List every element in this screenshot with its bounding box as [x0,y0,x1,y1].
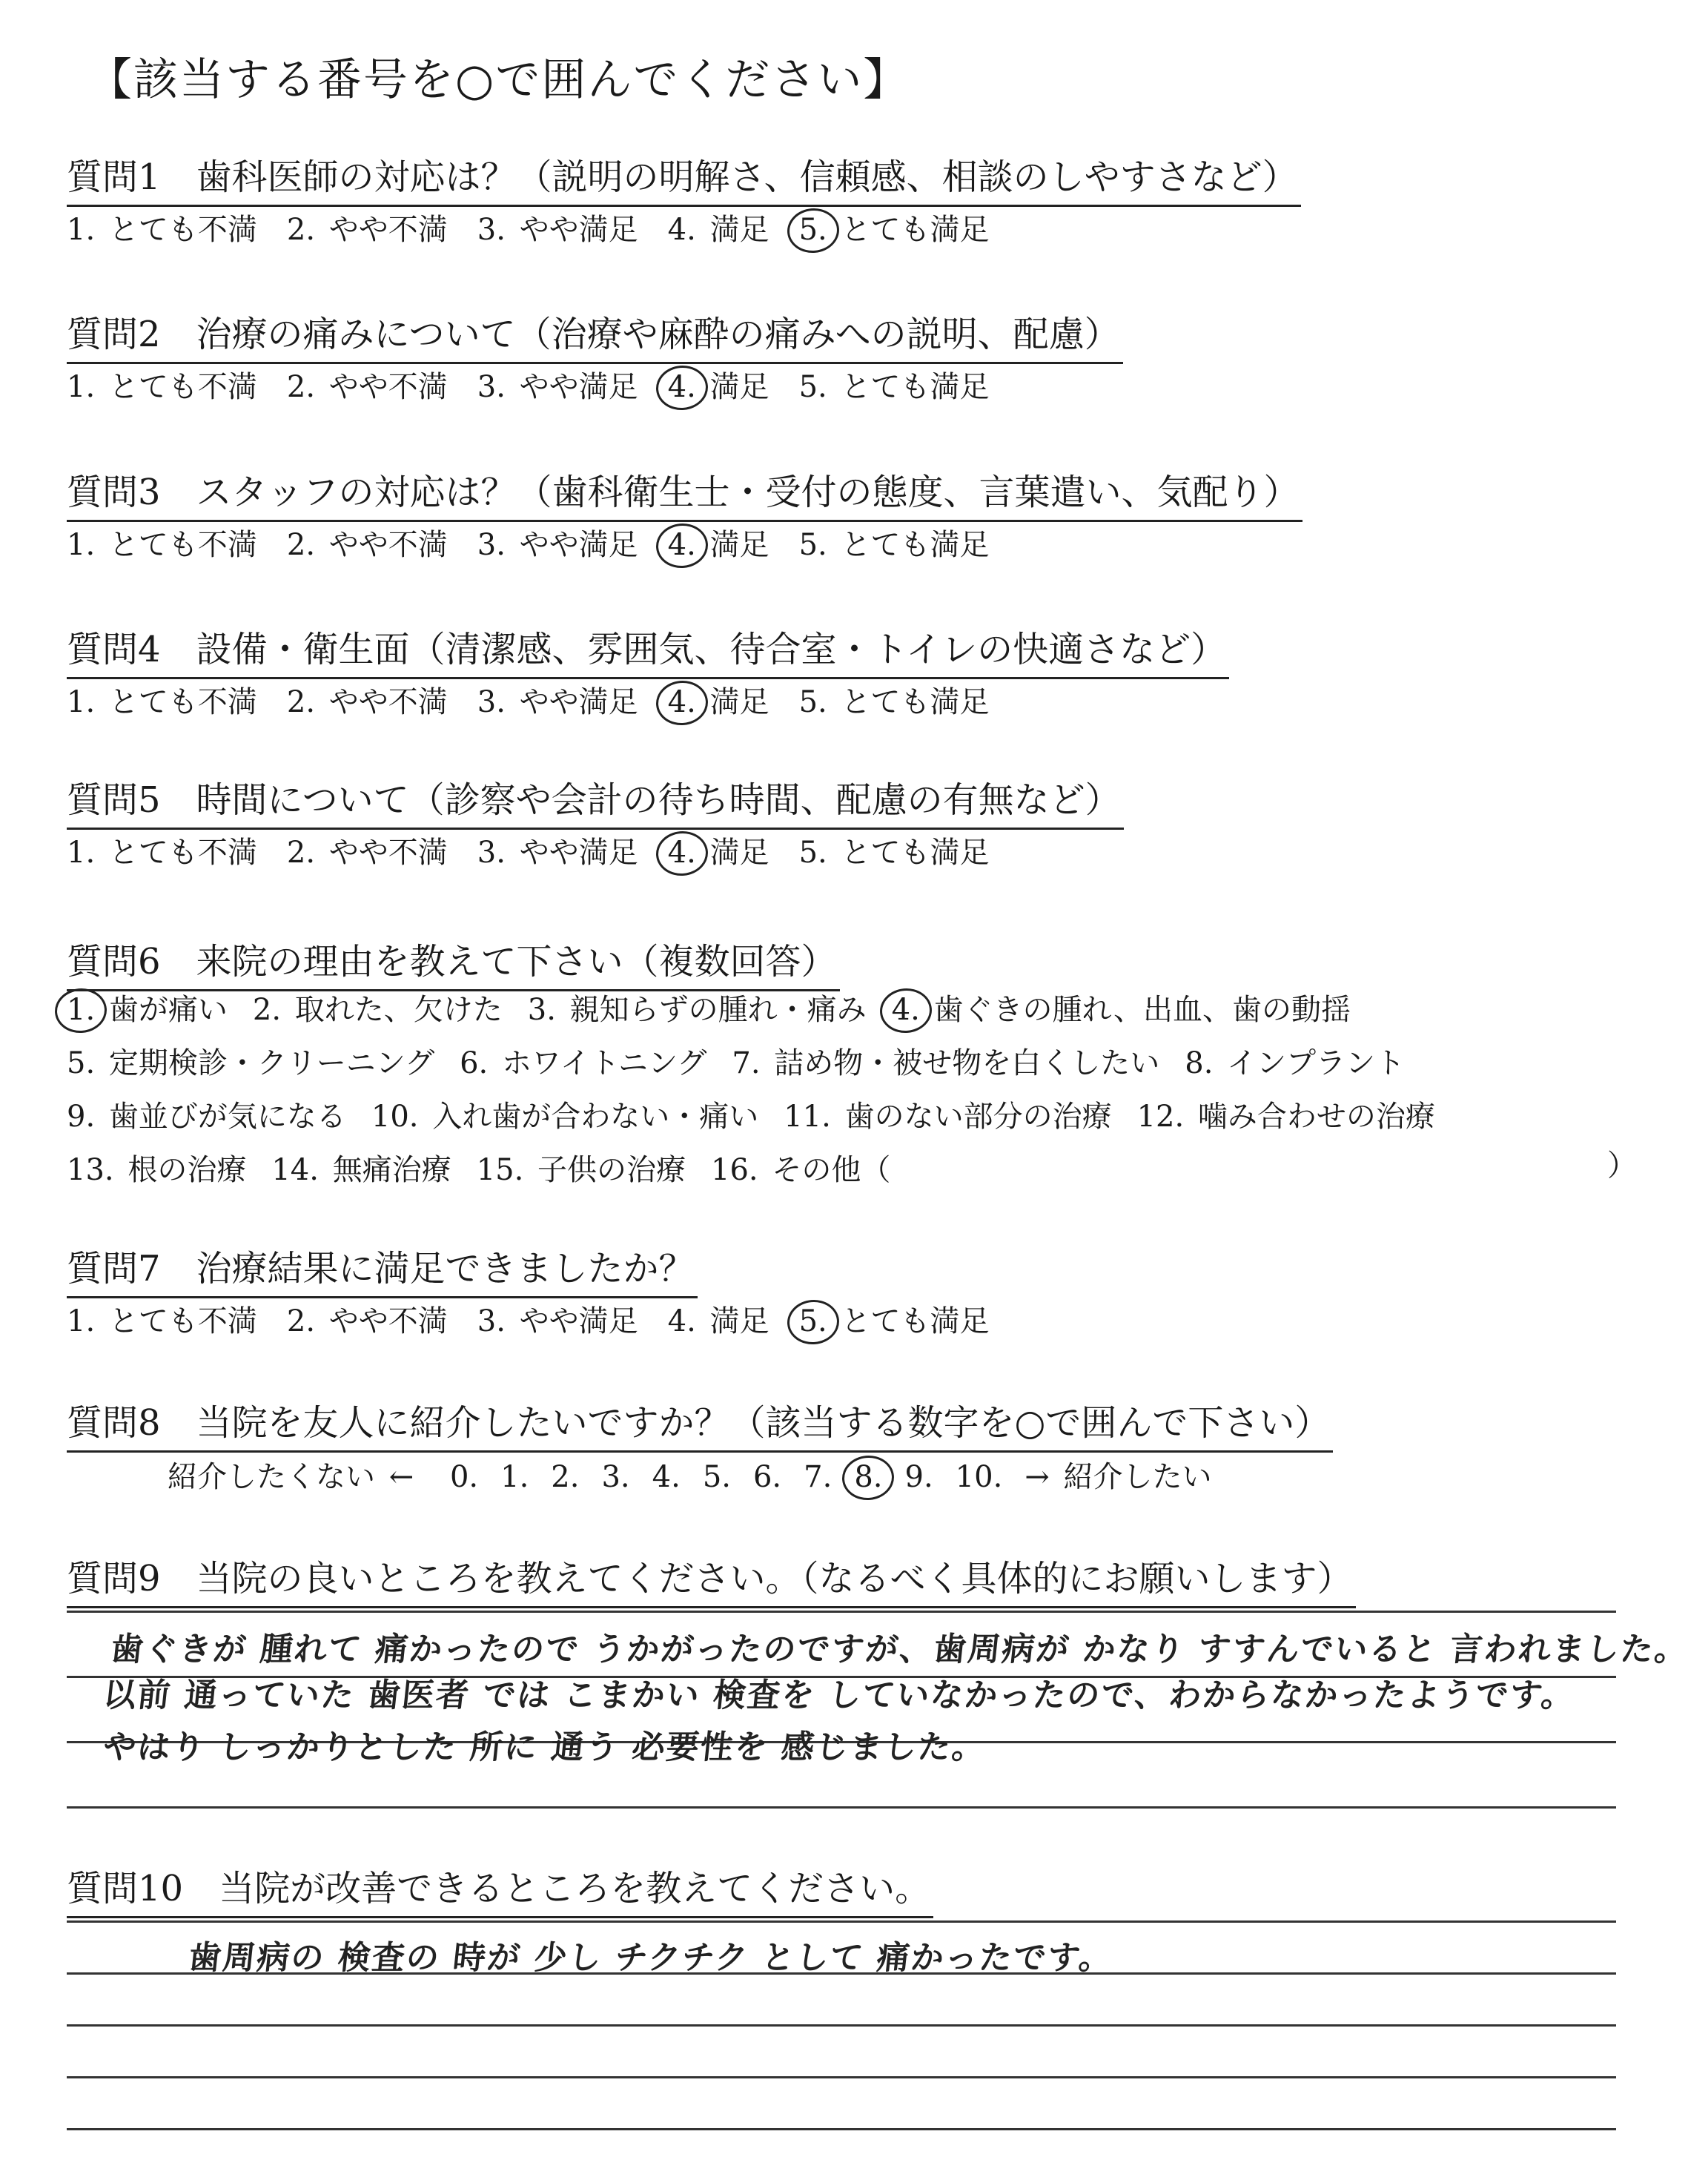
question-3-title: 質問3 スタッフの対応は？（歯科衛生士・受付の態度、言葉遣い、気配り） [67,463,1300,515]
q7-option-1[interactable] [67,1298,257,1340]
q6-reason-15[interactable] [477,1146,686,1189]
q2-option-5-number: 5. [798,370,827,404]
q7-option-4-label: 満足 [709,1304,769,1338]
recommend-score-1[interactable] [500,1460,529,1494]
recommend-score-number: 3. [601,1460,630,1494]
q4-option-1-label: とても不満 [108,685,257,719]
q5-option-5[interactable] [799,829,990,871]
q5-option-2[interactable] [287,829,448,871]
q6-reason-label: ホワイトニング [501,1046,707,1080]
q3-option-2-label: やや不満 [328,528,448,562]
q6-reason-number: 10. [371,1100,419,1134]
q4-option-5[interactable] [799,678,990,721]
q4-option-1[interactable] [67,678,257,721]
q4-option-1-number: 1. [67,685,96,719]
q6-reason-5[interactable] [67,1040,434,1082]
q7-option-1-number: 1. [67,1304,96,1338]
recommend-score-7[interactable] [804,1460,832,1494]
q5-option-1-number: 1. [67,836,96,870]
q9-answer-line-3: やはり しっかりとした 所に 通う 必要性を 感じました。 [101,1728,988,1766]
q6-reason-number: 15. [476,1153,524,1187]
q6-reason-1[interactable] [67,986,228,1028]
q5-option-3-number: 3. [477,836,506,870]
question-6-row [67,1040,1430,1082]
q6-reason-2[interactable] [253,986,503,1028]
q6-reason-number: 11. [784,1100,831,1134]
q5-option-4[interactable] [668,829,769,871]
question-2-options [67,363,1019,406]
answer-line [67,1611,1616,1613]
q6-reason-number: 5. [67,1046,96,1080]
q4-option-4-number: 4. [667,685,696,719]
q2-option-1-label: とても不満 [108,370,257,404]
q3-option-4-label: 満足 [709,528,769,562]
q7-option-4-number: 4. [667,1304,696,1338]
q5-option-4-number: 4. [667,836,696,870]
q6-reason-label: 取れた、欠けた [294,993,503,1027]
question-6-row [67,1093,1460,1135]
q4-option-4-label: 満足 [709,685,769,719]
q2-option-4-number: 4. [667,370,696,404]
question-6-row [67,1146,916,1189]
q4-option-2-number: 2. [286,685,316,719]
question-4-options [67,678,1019,721]
q4-option-4[interactable] [668,678,769,721]
question-8-title: 質問8 当院を友人に紹介したいですか？（該当する数字を○で囲んで下さい） [67,1394,1330,1445]
q6-reason-label: 歯が痛い [108,993,228,1027]
q6-reason-label: その他（ [772,1153,891,1187]
q6-reason-label: 親知らずの腫れ・痛み [569,993,867,1027]
question-3-options [67,521,1019,564]
q6-reason-6[interactable] [460,1040,706,1082]
q4-option-2[interactable] [287,678,448,721]
q6-reason-number: 16. [711,1153,758,1187]
recommend-score-8[interactable] [854,1460,882,1494]
q1-option-4-label: 満足 [709,213,769,247]
q3-option-1[interactable] [67,521,257,564]
q6-reason-number: 6. [460,1046,489,1080]
answer-line [67,1920,1616,1923]
recommend-score-number: 7. [804,1460,833,1494]
q9-answer-line-2: 以前 通っていた 歯医者 では こまかい 検査を していなかったので、わからなかったようです。 [101,1677,1578,1714]
question-10-title: 質問10 当院が改善できるところを教えてください。 [67,1860,930,1911]
q6-reason-number: 9. [67,1100,96,1134]
q6-reason-12[interactable] [1137,1093,1435,1135]
q6-reason-7[interactable] [732,1040,1159,1082]
question-5-title: 質問5 時間について（診察や会計の待ち時間、配慮の有無など） [67,771,1121,822]
q2-option-2[interactable] [287,363,448,406]
q3-option-1-number: 1. [67,528,96,562]
q5-option-1[interactable] [67,829,257,871]
q6-reason-10[interactable] [371,1093,758,1135]
q6-reason-label: 噛み合わせの治療 [1197,1100,1435,1134]
q6-reason-number: 14. [271,1153,319,1187]
q3-option-5[interactable] [799,521,990,564]
question-1-options [67,206,1019,248]
q3-option-4[interactable] [668,521,769,564]
q3-option-2-number: 2. [286,528,316,562]
q7-option-3-label: やや満足 [519,1304,638,1338]
q1-option-5-label: とても満足 [841,213,990,247]
q1-option-4-number: 4. [667,213,696,247]
q6-reason-label: 子供の治療 [537,1153,686,1187]
q4-option-3-number: 3. [477,685,506,719]
q1-option-1-number: 1. [67,213,96,247]
recommend-score-10[interactable] [956,1460,1003,1494]
question-2-title: 質問2 治療の痛みについて（治療や麻酔の痛みへの説明、配慮） [67,305,1120,357]
answer-line [67,2024,1616,2027]
q6-reason-3[interactable] [528,986,867,1028]
q2-option-1[interactable] [67,363,257,406]
q1-option-5[interactable] [799,206,990,248]
q5-option-3[interactable] [477,829,638,871]
q2-option-3[interactable] [477,363,638,406]
q2-option-4-label: 満足 [709,370,769,404]
q1-option-3[interactable] [477,206,638,248]
q4-option-5-number: 5. [798,685,827,719]
recommend-score-number: 5. [702,1460,731,1494]
q1-option-4[interactable] [668,206,769,248]
q6-reason-8[interactable] [1185,1040,1405,1082]
q6-reason-9[interactable] [67,1093,346,1135]
recommend-score-4[interactable] [652,1460,681,1494]
question-8-scale [168,1453,1234,1496]
q5-option-2-number: 2. [286,836,316,870]
question-5-options [67,829,1019,871]
q6-reason-4[interactable] [892,986,1351,1028]
q5-option-4-label: 満足 [709,836,769,870]
q7-option-3-number: 3. [477,1304,506,1338]
q2-option-4[interactable] [668,363,769,406]
q4-option-3[interactable] [477,678,638,721]
answer-line [67,2128,1616,2130]
q6-reason-11[interactable] [784,1093,1111,1135]
recommend-score-3[interactable] [601,1460,629,1494]
q6-reason-label: 歯ぐきの腫れ、出血、歯の動揺 [933,993,1351,1027]
q5-option-5-label: とても満足 [841,836,990,870]
question-4-title: 質問4 設備・衛生面（清潔感、雰囲気、待合室・トイレの快適さなど） [67,621,1226,672]
q7-option-5-number: 5. [798,1304,827,1338]
answer-line [67,2076,1616,2078]
recommend-score-9[interactable] [905,1460,933,1494]
q2-option-1-number: 1. [67,370,96,404]
q6-reason-label: 入れ歯が合わない・痛い [432,1100,759,1134]
recommend-score-6[interactable] [753,1460,781,1494]
recommend-score-2[interactable] [551,1460,579,1494]
answer-line [67,1806,1616,1809]
q7-option-1-label: とても不満 [108,1304,257,1338]
recommend-score-number: 2. [551,1460,580,1494]
q2-option-5-label: とても満足 [841,370,990,404]
q9-answer-line-1: 歯ぐきが 腫れて 痛かったので うかがったのですが、歯周病が かなり すすんでいると 言われました。 [108,1631,1691,1668]
q6-reason-label: インプラント [1227,1046,1406,1080]
q7-option-2-number: 2. [286,1304,316,1338]
q2-option-3-number: 3. [477,370,506,404]
q7-option-2[interactable] [287,1298,448,1340]
q1-option-1[interactable] [67,206,257,248]
q4-option-2-label: やや不満 [328,685,448,719]
q6-reason-13[interactable] [67,1146,246,1189]
q7-option-2-label: やや不満 [328,1304,448,1338]
q3-option-3-label: やや満足 [519,528,638,562]
q3-option-5-label: とても満足 [841,528,990,562]
q4-option-5-label: とても満足 [841,685,990,719]
q7-option-5-label: とても満足 [841,1304,990,1338]
q6-reason-label: 無痛治療 [332,1153,451,1187]
question-9-title: 質問9 当院の良いところを教えてください。（なるべく具体的にお願いします） [67,1550,1353,1601]
question-7-title: 質問7 治療結果に満足できましたか？ [67,1240,695,1291]
q6-reason-label: 詰め物・被せ物を白くしたい [774,1046,1160,1080]
question-1-title: 質問1 歯科医師の対応は？（説明の明解さ、信頼感、相談のしやすさなど） [67,148,1298,199]
q3-option-4-number: 4. [667,528,696,562]
q3-option-1-label: とても不満 [108,528,257,562]
q7-option-4[interactable] [668,1298,769,1340]
q2-option-2-label: やや不満 [328,370,448,404]
q1-option-2-number: 2. [286,213,316,247]
question-6-other-close: ） [1607,1149,1637,1183]
q7-option-5[interactable] [799,1298,990,1340]
q6-reason-16[interactable] [711,1146,890,1189]
q1-option-1-label: とても不満 [108,213,257,247]
q3-option-5-number: 5. [798,528,827,562]
q6-reason-number: 7. [732,1046,761,1080]
q5-option-3-label: やや満足 [519,836,638,870]
question-6-row [67,986,1376,1028]
q6-reason-label: 歯並びが気になる [108,1100,346,1134]
q6-reason-label: 歯のない部分の治療 [844,1100,1112,1134]
recommend-right-label: → 紹介したい [1025,1460,1212,1494]
form-title: 【該当する番号を○で囲んでください】 [87,54,910,106]
q6-reason-number: 13. [67,1153,114,1187]
recommend-score-0[interactable] [450,1460,478,1494]
recommend-score-5[interactable] [703,1460,731,1494]
question-7-options [67,1298,1019,1340]
recommend-score-number: 0. [449,1460,479,1494]
q1-option-3-label: やや満足 [519,213,638,247]
q4-option-3-label: やや満足 [519,685,638,719]
q6-reason-14[interactable] [271,1146,451,1189]
q3-option-3[interactable] [477,521,638,564]
q2-option-3-label: やや満足 [519,370,638,404]
recommend-score-number: 1. [500,1460,529,1494]
q6-reason-label: 根の治療 [128,1153,247,1187]
question-6-title: 質問6 来院の理由を教えて下さい（複数回答） [67,933,837,984]
q1-option-3-number: 3. [477,213,506,247]
recommend-score-number: 8. [854,1460,883,1494]
recommend-score-number: 9. [904,1460,933,1494]
q6-reason-number: 12. [1136,1100,1185,1134]
q3-option-3-number: 3. [477,528,506,562]
q1-option-2-label: やや不満 [328,213,448,247]
q6-reason-number: 4. [891,993,920,1027]
q6-reason-number: 1. [67,993,96,1027]
recommend-score-number: 10. [955,1460,1003,1494]
q1-option-2[interactable] [287,206,448,248]
q5-option-2-label: やや不満 [328,836,448,870]
q3-option-2[interactable] [287,521,448,564]
recommend-score-number: 4. [652,1460,681,1494]
q1-option-5-number: 5. [798,213,827,247]
q6-reason-number: 8. [1185,1046,1214,1080]
q6-reason-number: 2. [252,993,282,1027]
q5-option-5-number: 5. [798,836,827,870]
q10-answer-line-1: 歯周病の 検査の 時が 少し チクチク として 痛かったです。 [186,1939,1116,1977]
q2-option-2-number: 2. [286,370,316,404]
q7-option-3[interactable] [477,1298,638,1340]
q2-option-5[interactable] [799,363,990,406]
q6-reason-number: 3. [527,993,556,1027]
q6-reason-label: 定期検診・クリーニング [108,1046,435,1080]
recommend-left-label: 紹介したくない ← [168,1460,414,1494]
recommend-score-number: 6. [752,1460,782,1494]
q5-option-1-label: とても不満 [108,836,257,870]
